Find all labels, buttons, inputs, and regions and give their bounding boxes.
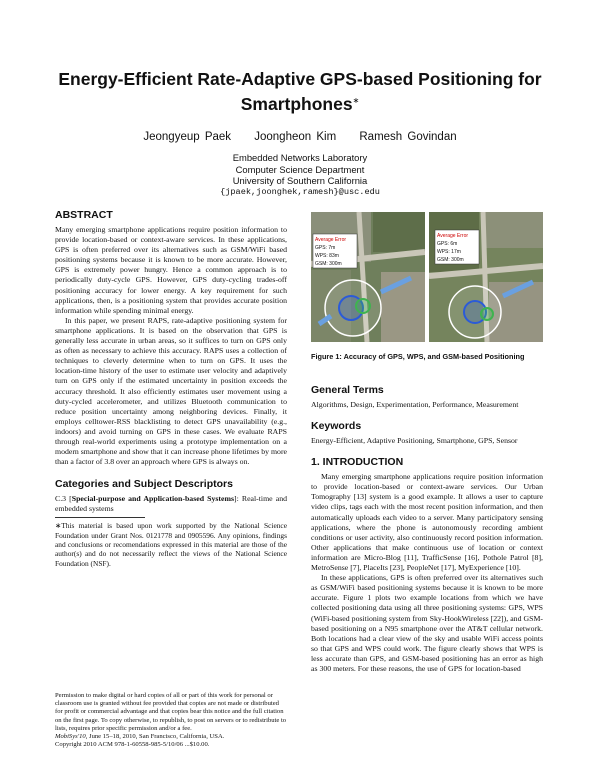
left-error-title: Average Error <box>315 237 347 243</box>
left-column <box>55 209 287 568</box>
paper-title <box>40 68 560 115</box>
venue-details: June 15–18, 2010, San Francisco, California, USA. <box>87 733 225 741</box>
aerial-map-right <box>429 212 543 342</box>
left-error-gps: GPS: 7m <box>315 245 336 251</box>
introduction-paragraph-2: In these applications, GPS is often preferred over its alternatives such as GSM/WiFi based positioning systems because it is known to be more accurate. Figure 1 plots two example locations from which we have collected positioning data using all three positioning systems: GPS, WPS (WiFi-based positioning system from Sky-HookWireless [22]), and GSM-based positioning on a N95 smartphone over the AT&T cellular network. Both locations had a clear view of the sky and usable WiFi access points so that GPS and WPS could work. The figure clearly shows that WPS is less accurate than GPS, and GSM-based positioning has an error as high as 300 meters. For these reasons, the use of GPS for location-based <box>311 573 543 673</box>
right-error-wps: WPS: 17m <box>437 249 461 255</box>
author-email: {jpaek,joonghek,ramesh}@usc.edu <box>220 186 380 197</box>
right-error-gps: GPS: 6m <box>437 241 458 247</box>
permission-block <box>55 692 287 749</box>
venue-line <box>55 733 287 741</box>
abstract-paragraph-1: Many emerging smartphone applications require position information to provide location-based or context-aware services. In these applications, GPS is often preferred over its alternatives such as GSM/WiFi based positioning systems because it is known to be more accurate. However, GPS is extremely power hungry. Hence a common approach is to periodically duty-cycle GPS. However, GPS duty-cycling trades-off positioning accuracy for lower energy. A key requirement for such applications, then, is a positioning system that provides accurate position information while spending minimal energy. <box>55 225 287 315</box>
map-panel-left <box>311 212 425 342</box>
keywords-heading: Keywords <box>311 420 362 433</box>
copyright-line: Copyright 2010 ACM 978-1-60558-985-5/10/06 ...$10.00. <box>55 741 210 749</box>
right-error-gsm: GSM: 300m <box>437 257 464 263</box>
affiliation-lab: Embedded Networks Laboratory <box>232 152 368 163</box>
general-terms-heading: General Terms <box>311 384 384 396</box>
categories-code: C.3 [ <box>55 494 72 504</box>
footnote-rule <box>55 517 145 518</box>
map-panel-right <box>429 212 543 342</box>
right-column <box>311 384 543 674</box>
figure-caption: Figure 1: Accuracy of GPS, WPS, and GSM-based Positioning <box>311 352 525 361</box>
affiliation-department: Computer Science Department <box>235 163 365 175</box>
categories-rest: ]: Real-time and embedded systems <box>55 494 287 514</box>
left-error-wps: WPS: 83m <box>315 253 339 259</box>
permission-text: Permission to make digital or hard copies of all or part of this work for personal or classroom use is granted without fee provided that copies are not made or distributed for profit or commercial advantage and that copies bear this notice and the full citation on the first page. To copy otherwise, to republish, to post on servers or to redistribute to lists, requires prior specific permission and/or a fee. <box>55 692 287 732</box>
abstract-paragraph-2: In this paper, we present RAPS, rate-adaptive positioning system for smartphone applications. It is based on the observation that GPS is generally less accurate in urban areas, so it suffices to turn on GPS only as often as necessary to achieve this accuracy. RAPS uses a collection of techniques to cleverly determine when to turn on GPS. It uses the location-time history of the user to estimate user velocity and adaptively turn on GPS only if the estimated uncertainty in position exceeds the accuracy threshold. It also efficiently estimates user movement using a duty-cycled accelerometer, and utilizes Bluetooth communication to reduce position uncertainty among neighboring devices. Finally, it employs celltower-RSS blacklisting to detect GPS unavailability (e.g., indoors) and avoid turning on GPS in these cases. We evaluate RAPS through real-world experiments using a prototype implementation on a modern smartphone and show that it can increase phone lifetimes by more than a factor of 3.8 over an approach where GPS is always on. <box>55 315 287 467</box>
author-name: Joongheon Kim <box>254 131 337 143</box>
keywords-text: Energy-Efficient, Adaptive Positioning, Smartphone, GPS, Sensor <box>311 436 518 446</box>
figure-1 <box>311 212 543 342</box>
venue-name: MobiSys'10, <box>55 733 88 741</box>
paper-title-text: Energy-Efficient Rate-Adaptive GPS-based Positioning for Smartphones <box>58 69 542 114</box>
author-name: Jeongyeup Paek <box>143 131 232 143</box>
affiliation-block <box>40 152 560 198</box>
title-footnote-mark: ∗ <box>352 96 360 105</box>
right-error-title: Average Error <box>437 233 469 239</box>
general-terms-text: Algorithms, Design, Experimentation, Performance, Measurement <box>311 400 519 409</box>
author-name: Ramesh Govindan <box>359 131 457 143</box>
categories-heading: Categories and Subject Descriptors <box>55 478 233 491</box>
categories-bold: Special-purpose and Application-based Systems <box>71 494 235 504</box>
introduction-heading: 1. INTRODUCTION <box>311 456 404 469</box>
left-error-gsm: GSM: 300m <box>315 261 342 267</box>
abstract-heading: ABSTRACT <box>55 209 113 221</box>
aerial-map-left <box>311 212 425 342</box>
funding-footnote: ∗This material is based upon work supported by the National Science Foundation under Grant Nos. 0121778 and 0905596. Any opinions, findings and conclusions or recomendations expressed in this material are those of the author(s) and do not necessarily reflect the views of the National Science Foundation (NSF). <box>55 521 287 568</box>
introduction-paragraph-1: Many emerging smartphone applications require position information to provide location-based or context-aware services. Our Urban Tomography [13] system is a good example. It allows a user to capture video clips, tags each with the most recent position information, and then automatically uploads each video to a server. Many participatory sensing applications, where the phone is autonomously recording ambient conditions or user activity, also continuously record position information. Other applications that make continuous use of location or context information are Micro-Blog [11], TrafficSense [16], Pothole Patrol [8], MetroSense [7], PlaceIts [23], PeopleNet [17], MyExperience [10]. <box>311 472 543 573</box>
affiliation-university: University of Southern California <box>232 175 368 186</box>
categories-text <box>55 494 287 514</box>
author-list <box>40 131 560 143</box>
